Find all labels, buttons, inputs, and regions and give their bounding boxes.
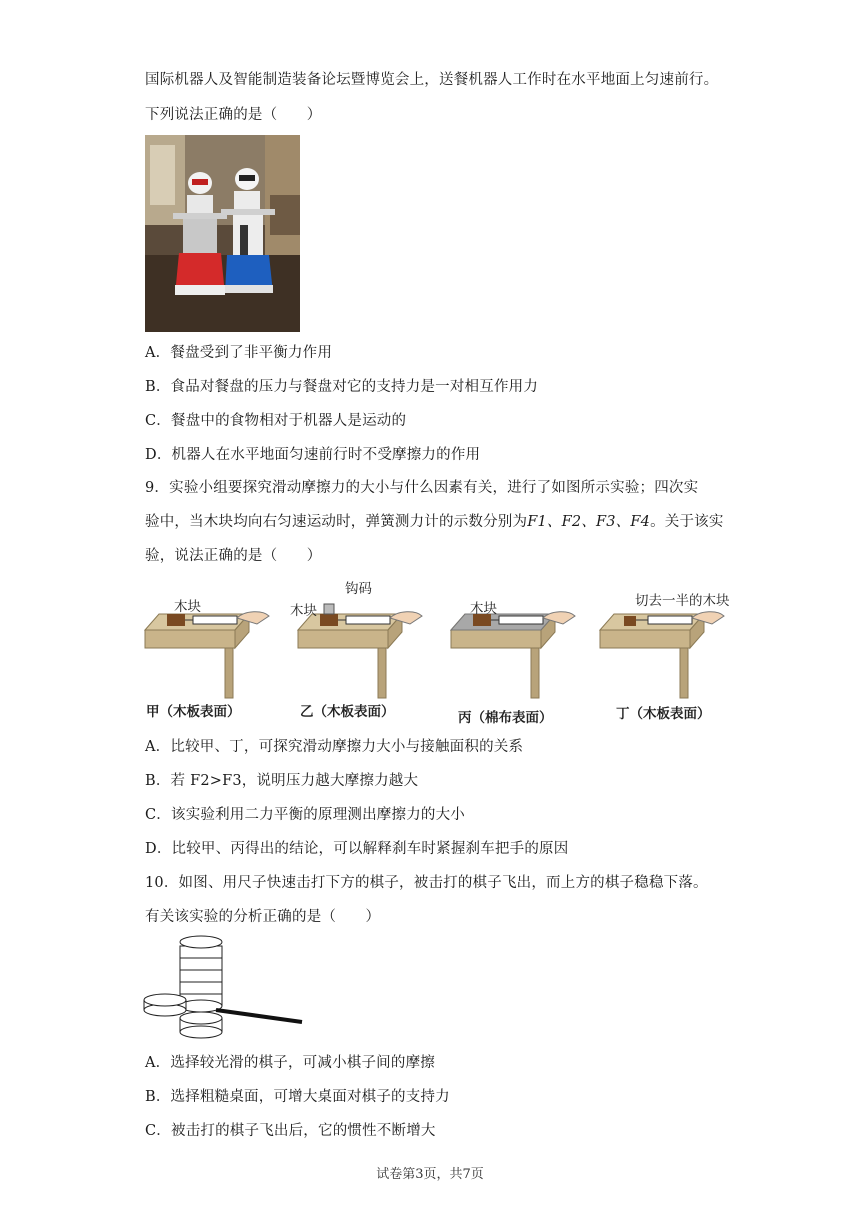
- q8-option-a: A．餐盘受到了非平衡力作用: [145, 345, 333, 361]
- checker-stack-figure: [142, 932, 307, 1044]
- robot-photo: [145, 135, 300, 332]
- q9-stem-line-3: 验，说法正确的是（ ）: [145, 548, 322, 564]
- caption-bing: 丙（棉布表面）: [458, 710, 553, 726]
- label-weight: 钩码: [345, 581, 372, 597]
- label-block-3: 木块: [470, 601, 497, 617]
- label-block-1: 木块: [174, 599, 201, 615]
- q8-stem-line-2: 下列说法正确的是（ ）: [145, 107, 322, 123]
- q9-stem-line-1: 9．实验小组要探究滑动摩擦力的大小与什么因素有关，进行了如图所示实验；四次实: [145, 480, 699, 496]
- label-block-2: 木块: [290, 603, 317, 619]
- q8-option-d: D．机器人在水平地面匀速前行时不受摩擦力的作用: [145, 447, 481, 463]
- caption-yi: 乙（木板表面）: [300, 704, 395, 720]
- label-half-block: 切去一半的木块: [635, 593, 730, 609]
- q8-option-c: C．餐盘中的食物相对于机器人是运动的: [145, 413, 407, 429]
- q10-option-c: C．被击打的棋子飞出后，它的惯性不断增大: [145, 1123, 436, 1139]
- q10-stem-line-2: 有关该实验的分析正确的是（ ）: [145, 909, 381, 925]
- page-footer: 试卷第3页，共7页: [376, 1167, 484, 1182]
- friction-experiment-figure: [140, 575, 755, 730]
- q9-stem-line-2: 验中，当木块均向右匀速运动时，弹簧测力计的示数分别为F1、F2、F3、F4。关于该实: [145, 514, 724, 530]
- q9-option-c: C．该实验利用二力平衡的原理测出摩擦力的大小: [145, 807, 465, 823]
- q10-stem-line-1: 10．如图、用尺子快速击打下方的棋子，被击打的棋子飞出，而上方的棋子稳稳下落。: [145, 875, 708, 891]
- q9-option-d: D．比较甲、丙得出的结论，可以解释刹车时紧握刹车把手的原因: [145, 841, 569, 857]
- q8-stem-line-1: 国际机器人及智能制造装备论坛暨博览会上，送餐机器人工作时在水平地面上匀速前行。: [145, 72, 719, 88]
- caption-jia: 甲（木板表面）: [146, 704, 241, 720]
- q10-option-a: A．选择较光滑的棋子，可减小棋子间的摩擦: [145, 1055, 435, 1071]
- q9-option-b: B．若 F2>F3，说明压力越大摩擦力越大: [145, 773, 419, 789]
- q10-option-b: B．选择粗糙桌面，可增大桌面对棋子的支持力: [145, 1089, 450, 1105]
- q8-option-b: B．食品对餐盘的压力与餐盘对它的支持力是一对相互作用力: [145, 379, 539, 395]
- caption-ding: 丁（木板表面）: [616, 706, 711, 722]
- q9-option-a: A．比较甲、丁，可探究滑动摩擦力大小与接触面积的关系: [145, 739, 524, 755]
